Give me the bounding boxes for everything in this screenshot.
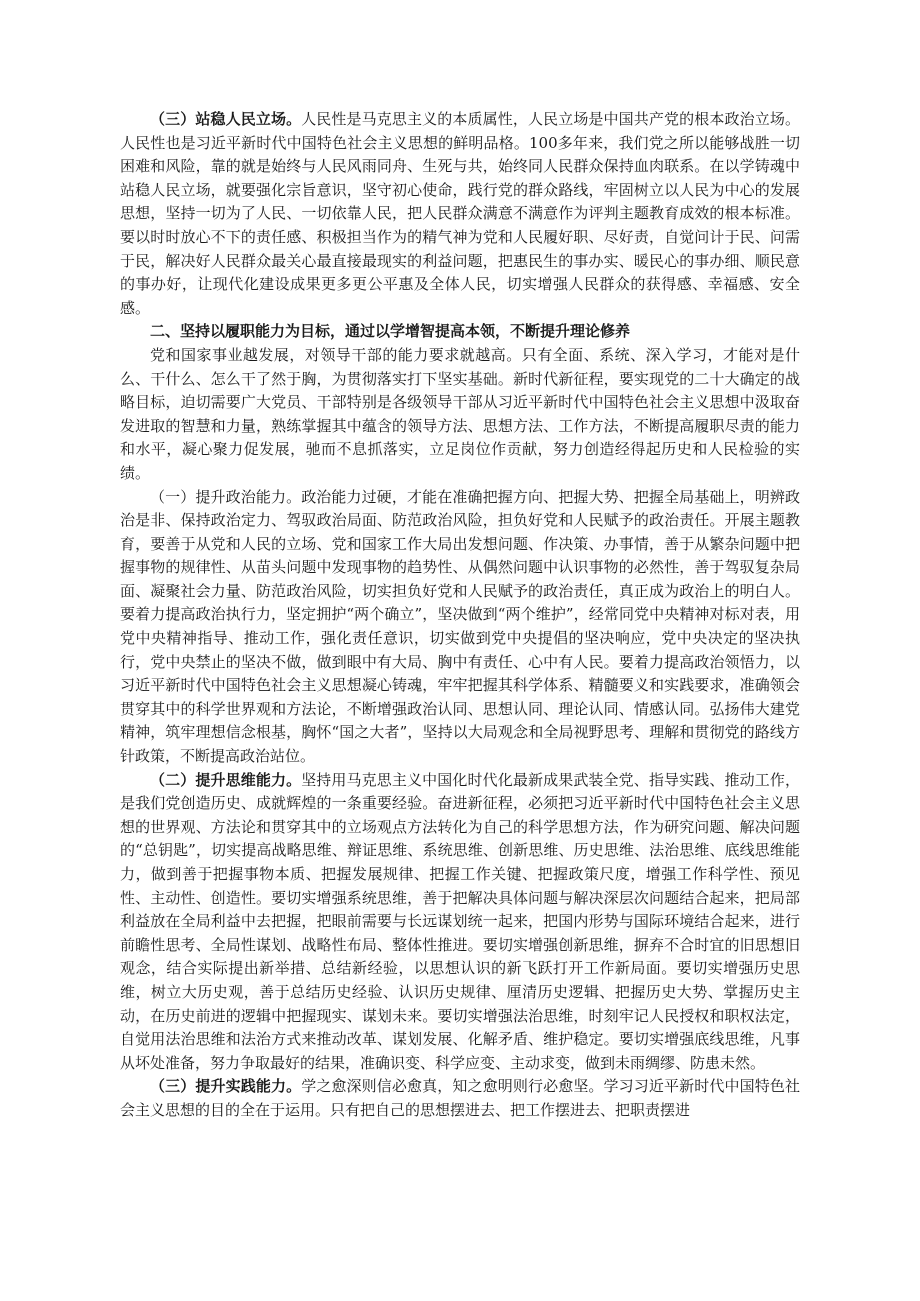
paragraph-political-ability bbox=[120, 486, 800, 769]
paragraph-lead: （二）提升思维能力。 bbox=[150, 770, 302, 789]
section-heading-two bbox=[120, 320, 800, 344]
paragraph-text: （一）提升政治能力。政治能力过硬，才能在准确把握方向、把握大势、把握全局基础上，明辨政治是非、保持政治定力、驾驭政治局面、防范政治风险，担负好党和人民赋予的政治责任。开展主题教育，要善于从党和人民的立场、党和国家工作大局出发想问题、作决策、办事情，善于从繁杂问题中把握事物的规律性、从苗头问题中发现事物的趋势性、从偶然问题中认识事物的必然性，善于驾驭复杂局面、凝聚社会力量、防范政治风险，切实担负好党和人民赋予的政治责任，真正成为政治上的明白人。要着力提高政治执行力，坚定拥护“两个确立”，坚决做到“两个维护”，经常同党中央精神对标对表，用党中央精神指导、推动工作，强化责任意识，切实做到党中央提倡的坚决响应，党中央决定的坚决执行，党中央禁止的坚决不做，做到眼中有大局、胸中有责任、心中有人民。要着力提高政治领悟力，以习近平新时代中国特色社会主义思想凝心铸魂，牢牢把握其科学体系、精髓要义和实践要求，准确领会贯穿其中的科学世界观和方法论，不断增强政治认同、思想认同、理论认同、情感认同。弘扬伟大建党精神，筑牢理想信念根基，胸怀“国之大者”，坚持以大局观念和全局视野思考、理解和贯彻党的路线方针政策，不断提高政治站位。 bbox=[120, 487, 800, 766]
document-page bbox=[120, 108, 800, 1123]
paragraph-thinking-ability bbox=[120, 769, 800, 1076]
paragraph-lead: （三）站稳人民立场。 bbox=[150, 110, 302, 128]
paragraph-text: 学之愈深则信必愈真，知之愈明则行必愈坚。学习习近平新时代中国特色社会主义思想的目的全在于运用。只有把自己的思想摆进去、把工作摆进去、把职责摆进 bbox=[120, 1077, 800, 1119]
paragraph-intro-ability bbox=[120, 344, 800, 486]
paragraph-text: 人民性是马克思主义的本质属性，人民立场是中国共产党的根本政治立场。人民性也是习近平新时代中国特色社会主义思想的鲜明品格。100多年来，我们党之所以能够战胜一切困难和风险，靠的就是始终与人民风雨同舟、生死与共，始终同人民群众保持血肉联系。在以学铸魂中站稳人民立场，就要强化宗旨意识，坚守初心使命，践行党的群众路线，牢固树立以人民为中心的发展思想，坚持一切为了人民、一切依靠人民，把人民群众满意不满意作为评判主题教育成效的根本标准。要以时时放心不下的责任感、积极担当作为的精气神为党和人民履好职、尽好责，自觉问计于民、问需于民，解决好人民群众最关心最直接最现实的利益问题，把惠民生的事办实、暖民心的事办细、顺民意的事办好，让现代化建设成果更多更公平惠及全体人民，切实增强人民群众的获得感、幸福感、安全感。 bbox=[120, 110, 800, 317]
paragraph-text: 党和国家事业越发展，对领导干部的能力要求就越高。只有全面、系统、深入学习，才能对是什么、干什么、怎么干了然于胸，为贯彻落实打下坚实基础。新时代新征程，要实现党的二十大确定的战略目标，迫切需要广大党员、干部特别是各级领导干部从习近平新时代中国特色社会主义思想中汲取奋发进取的智慧和力量，熟练掌握其中蕴含的领导方法、思想方法、工作方法，不断提高履职尽责的能力和水平，凝心聚力促发展，驰而不息抓落实，立足岗位作贡献，努力创造经得起历史和人民检验的实绩。 bbox=[120, 345, 800, 482]
paragraph-stand-with-people bbox=[120, 108, 800, 320]
heading-text: 二、坚持以履职能力为目标，通过以学增智提高本领，不断提升理论修养 bbox=[150, 322, 631, 341]
paragraph-lead: （三）提升实践能力。 bbox=[150, 1077, 302, 1096]
paragraph-text: 坚持用马克思主义中国化时代化最新成果武装全党、指导实践、推动工作，是我们党创造历史、成就辉煌的一条重要经验。奋进新征程，必须把习近平新时代中国特色社会主义思想的世界观、方法论和贯穿其中的立场观点方法转化为自己的科学思想方法，作为研究问题、解决问题的“总钥匙”，切实提高战略思维、辩证思维、系统思维、创新思维、历史思维、法治思维、底线思维能力，做到善于把握事物本质、把握发展规律、把握工作关键、把握政策尺度，增强工作科学性、预见性、主动性、创造性。要切实增强系统思维，善于把解决具体问题与解决深层次问题结合起来，把局部利益放在全局利益中去把握，把眼前需要与长远谋划统一起来，把国内形势与国际环境结合起来，进行前瞻性思考、全局性谋划、战略性布局、整体性推进。要切实增强创新思维，摒弃不合时宜的旧思想旧观念，结合实际提出新举措、总结新经验，以思想认识的新飞跃打开工作新局面。要切实增强历史思维，树立大历史观，善于总结历史经验、认识历史规律、厘清历史逻辑、把握历史大势、掌握历史主动，在历史前进的逻辑中把握现实、谋划未来。要切实增强法治思维，时刻牢记人民授权和职权法定，自觉用法治思维和法治方式来推动改革、谋划发展、化解矛盾、维护稳定。要切实增强底线思维，凡事从坏处准备，努力争取最好的结果，准确识变、科学应变、主动求变，做到未雨绸缪、防患未然。 bbox=[120, 770, 800, 1072]
paragraph-practice-ability bbox=[120, 1075, 800, 1122]
